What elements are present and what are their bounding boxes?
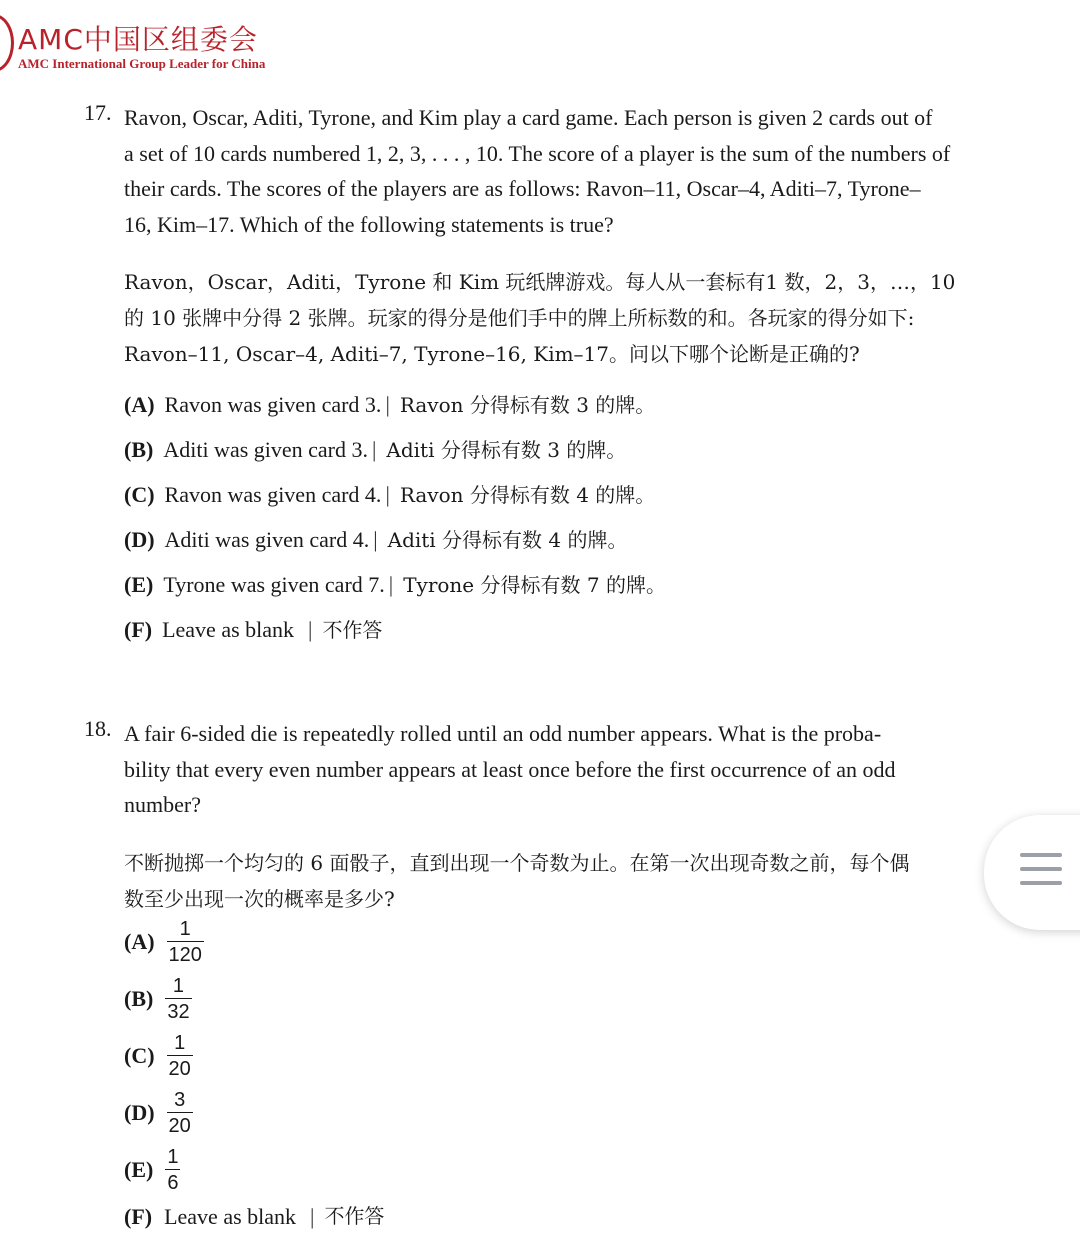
option-letter: (F) [124, 1204, 153, 1229]
option-letter: (B) [124, 437, 154, 462]
option-d[interactable] [124, 517, 994, 562]
separator: | [373, 527, 378, 552]
option-text-en: Leave as blank [164, 1204, 297, 1229]
option-text-zh: Tyrone 分得标有数 7 的牌。 [403, 573, 666, 597]
option-text-zh: 不作答 [322, 618, 383, 642]
question-text-en [124, 100, 994, 242]
text-line: their cards. The scores of the players are as follows: Ravon–11, Oscar–4, Aditi–7, Tyrone– [124, 176, 921, 201]
text-line: a set of 10 cards numbered 1, 2, 3, . . . , 10. The score of a player is the sum of the numbers of [124, 140, 951, 166]
denominator: 32 [165, 998, 191, 1024]
fraction [165, 1145, 180, 1195]
text-line: 的 10 张牌中分得 2 张牌。玩家的得分是他们手中的牌上所标数的和。各玩家的得分如下: [124, 306, 915, 330]
question-text-en [124, 716, 994, 823]
text-line: bility that every even number appears at least once before the first occurrence of an odd [124, 756, 896, 782]
denominator: 120 [167, 941, 204, 967]
logo-emblem [0, 14, 14, 72]
option-letter: (E) [124, 572, 154, 597]
option-text-zh: Aditi 分得标有数 4 的牌。 [387, 528, 628, 552]
option-letter: (D) [124, 527, 155, 552]
text-line: Ravon, Oscar, Aditi, Tyrone, and Kim play a card game. Each person is given 2 cards out of [124, 105, 933, 130]
option-text-en: Leave as blank [162, 617, 295, 642]
option-text-zh: 不作答 [324, 1204, 385, 1228]
option-text-en: Aditi was given card 4. [164, 527, 370, 552]
numerator: 1 [174, 1032, 186, 1054]
question-text-zh [124, 845, 986, 917]
option-a[interactable] [124, 916, 204, 968]
option-letter: (F) [124, 617, 153, 642]
separator: | [372, 437, 377, 462]
option-letter: (A) [124, 392, 155, 417]
option-a[interactable] [124, 382, 994, 427]
option-c[interactable] [124, 1030, 193, 1082]
hamburger-menu-icon [1020, 853, 1062, 895]
option-text-en: Aditi was given card 3. [163, 437, 368, 462]
text-line: 数至少出现一次的概率是多少? [124, 886, 395, 911]
option-text-en: Ravon was given card 4. [164, 482, 382, 507]
option-text-zh: Ravon 分得标有数 3 的牌。 [399, 393, 656, 417]
text-line: A fair 6-sided die is repeatedly rolled until an odd number appears. What is the proba- [124, 721, 882, 746]
denominator: 6 [165, 1169, 180, 1195]
option-f[interactable] [124, 1194, 384, 1239]
text-line: Ravon，Oscar，Aditi，Tyrone 和 Kim 玩纸牌游戏。每人从一套标有1 数，2，3，…，10 [124, 270, 956, 294]
text-line: 不断抛掷一个均匀的 6 面骰子，直到出现一个奇数为止。在第一次出现奇数之前，每个偶 [124, 850, 910, 875]
option-letter: (C) [124, 1043, 155, 1068]
text-line: 16, Kim–17. Which of the following statements is true? [124, 211, 614, 237]
logo-subtitle: AMC International Group Leader for China [18, 56, 266, 71]
fraction [167, 1088, 193, 1138]
question-number: 18. [84, 716, 112, 741]
separator: | [385, 392, 390, 417]
option-c[interactable] [124, 472, 994, 517]
question-text-zh [124, 264, 994, 372]
option-b[interactable] [124, 973, 192, 1025]
fraction [167, 917, 204, 967]
question-number: 17. [84, 100, 112, 125]
option-text-zh: Ravon 分得标有数 4 的牌。 [399, 483, 656, 507]
text-line: number? [124, 792, 201, 817]
separator: | [310, 1204, 315, 1229]
option-e[interactable] [124, 1144, 180, 1196]
option-text-zh: Aditi 分得标有数 3 的牌。 [386, 438, 627, 462]
separator: | [308, 617, 313, 642]
option-text-en: Tyrone was given card 7. [163, 572, 385, 597]
option-letter: (C) [124, 482, 155, 507]
option-text-en: Ravon was given card 3. [164, 392, 382, 417]
answer-options [124, 382, 994, 652]
option-f[interactable] [124, 607, 994, 652]
option-letter: (D) [124, 1100, 155, 1125]
option-b[interactable] [124, 427, 994, 472]
text-line: Ravon–11, Oscar–4, Aditi–7, Tyrone–16, Kim–17。问以下哪个论断是正确的? [124, 342, 860, 366]
option-d[interactable] [124, 1087, 193, 1139]
numerator: 3 [174, 1089, 186, 1111]
numerator: 1 [167, 1146, 179, 1168]
logo-title: AMC中国区组委会 [18, 23, 258, 56]
fraction [167, 1031, 193, 1081]
fraction [165, 974, 191, 1024]
denominator: 20 [167, 1112, 193, 1138]
separator: | [385, 482, 390, 507]
option-letter: (A) [124, 929, 155, 954]
option-letter: (E) [124, 1157, 154, 1182]
amc-logo [0, 8, 300, 71]
question-18 [84, 716, 994, 1229]
question-17 [84, 100, 994, 652]
separator: | [388, 572, 394, 597]
numerator: 1 [179, 918, 191, 940]
option-e[interactable] [124, 562, 994, 607]
numerator: 1 [172, 975, 185, 997]
option-letter: (B) [124, 986, 154, 1011]
floating-menu-button[interactable] [984, 815, 1080, 930]
denominator: 20 [167, 1055, 193, 1081]
